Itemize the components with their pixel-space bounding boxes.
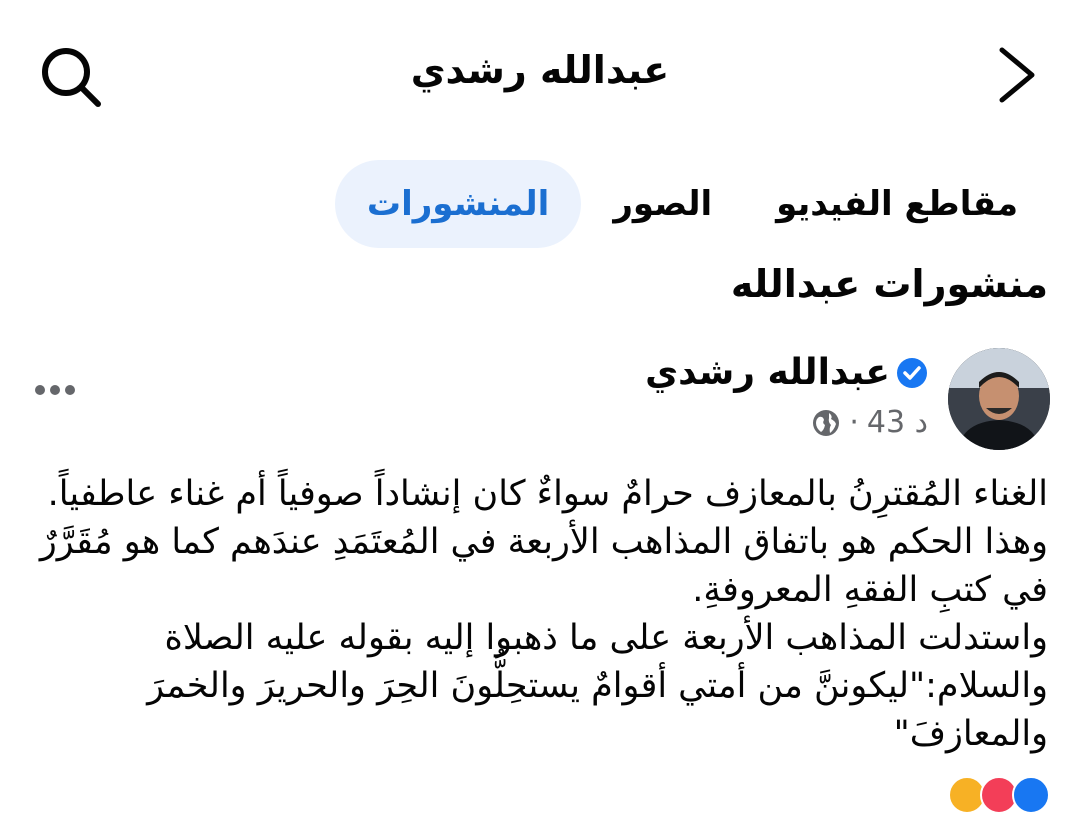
reactions-row [30,772,1050,802]
search-icon [38,44,104,110]
tab-posts[interactable]: المنشورات [335,160,581,248]
profile-tabs [335,160,1050,248]
post-time[interactable]: 43 د [866,405,928,440]
post-author-row [645,352,928,393]
globe-icon [811,408,841,438]
post-text [28,470,1048,758]
post-more-options-button[interactable] [34,360,76,406]
reaction-icons[interactable] [954,776,1050,814]
meta-separator: · [849,405,859,440]
more-dots-icon [34,384,76,396]
avatar[interactable] [948,348,1050,450]
tab-photos[interactable]: الصور [613,184,713,224]
avatar-image [948,348,1050,450]
tab-videos[interactable]: مقاطع الفيديو [776,184,1018,224]
section-title: منشورات عبدالله [730,262,1048,306]
header-bar [0,0,1080,150]
post-author-name[interactable]: عبدالله رشدي [645,352,890,393]
search-button[interactable] [38,44,104,110]
page-title: عبدالله رشدي [410,48,670,92]
like-reaction-icon [1012,776,1050,814]
post-text-paragraph: الغناء المُقترِنُ بالمعازف حرامٌ سواءٌ كان إنشاداً صوفياً أم غناء عاطفياً. [47,474,1048,514]
post-text-paragraph: واستدلت المذاهب الأربعة على ما ذهبوا إليه بقوله عليه الصلاة والسلام:"ليكوننَّ من أمتي أقوامٌ يستحِلُّونَ الحِرَ والحريرَ والخمرَ والمعازفَ" [147,618,1048,754]
verified-badge-icon [896,357,928,389]
post-meta [811,405,928,440]
post-text-paragraph: وهذا الحكم هو باتفاق المذاهب الأربعة في المُعتَمَدِ عندَهم كما هو مُقَرَّرٌ في كتبِ الفقهِ المعروفةِ. [39,522,1048,610]
